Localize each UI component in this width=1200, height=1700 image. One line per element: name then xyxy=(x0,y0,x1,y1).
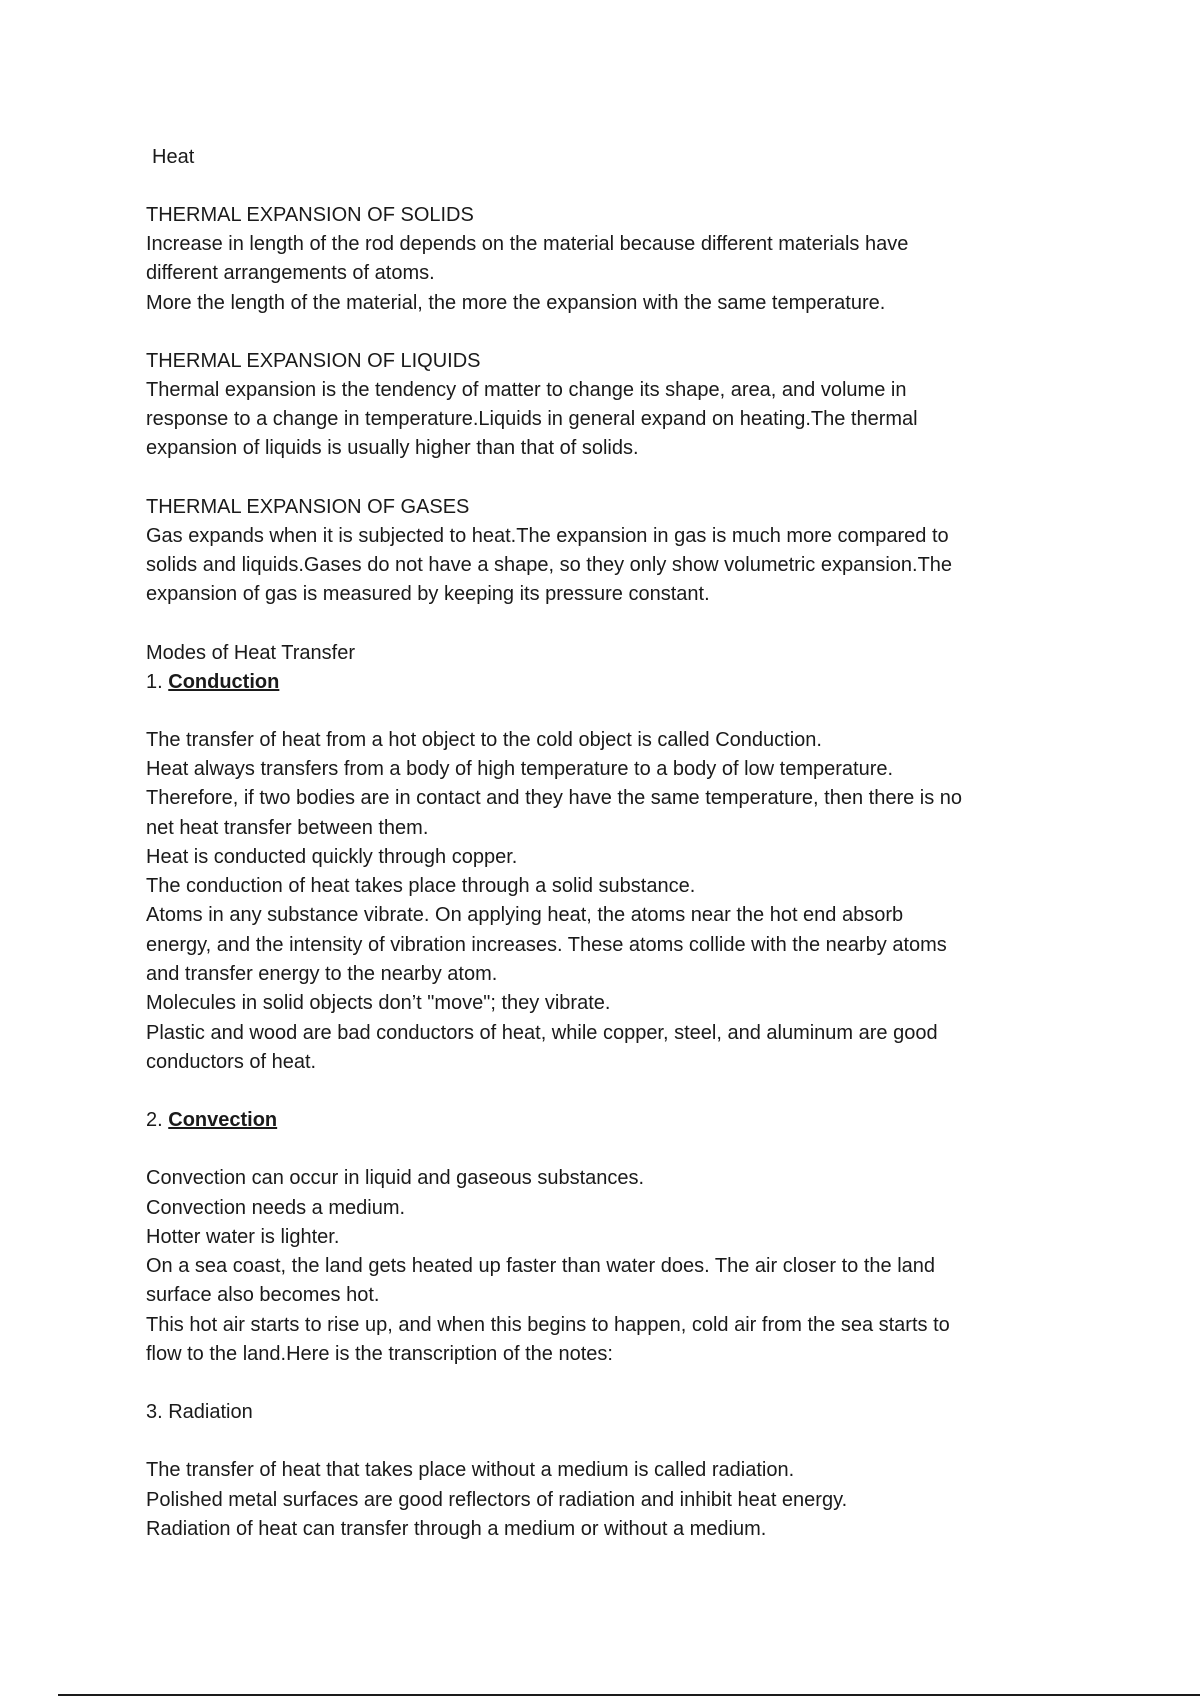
text-line: More the length of the material, the more the expansion with the same temperature. xyxy=(146,291,886,314)
text-line: Convection needs a medium. xyxy=(146,1196,406,1219)
text-line: Polished metal surfaces are good reflectors of radiation and inhibit heat energy. xyxy=(146,1488,848,1511)
text-line: Increase in length of the rod depends on the material because different materials have xyxy=(146,233,909,255)
document-page xyxy=(146,143,1076,1544)
mode-number: 1. xyxy=(146,670,163,693)
text-line: solids and liquids.Gases do not have a shape, so they only show volumetric expansion.The xyxy=(146,554,953,577)
text-line: Gas expands when it is subjected to heat.The expansion in gas is much more compared to xyxy=(146,524,949,547)
text-line: conductors of heat. xyxy=(146,1050,317,1073)
text-line: Heat is conducted quickly through copper. xyxy=(146,845,518,868)
text-line: Convection can occur in liquid and gaseous substances. xyxy=(146,1167,645,1190)
conduction-heading xyxy=(146,668,1076,697)
text-line: Plastic and wood are bad conductors of heat, while copper, steel, and aluminum are good xyxy=(146,1021,938,1044)
text-line: Molecules in solid objects don’t "move"; they vibrate. xyxy=(146,992,611,1015)
modes-heading: Modes of Heat Transfer xyxy=(146,641,355,664)
section-heading: THERMAL EXPANSION OF LIQUIDS xyxy=(146,349,481,372)
page-bottom-rule xyxy=(58,1694,1200,1696)
text-line: and transfer energy to the nearby atom. xyxy=(146,963,498,986)
text-line: energy, and the intensity of vibration increases. These atoms collide with the nearby atoms xyxy=(146,933,947,956)
mode-name: Conduction xyxy=(168,670,280,693)
text-line: Heat always transfers from a body of high temperature to a body of low temperature. xyxy=(146,757,894,780)
text-line: different arrangements of atoms. xyxy=(146,262,435,285)
section-radiation xyxy=(146,1398,1076,1544)
text-line: Radiation of heat can transfer through a medium or without a medium. xyxy=(146,1517,767,1540)
text-line: expansion of gas is measured by keeping its pressure constant. xyxy=(146,583,710,606)
text-line: The transfer of heat that takes place without a medium is called radiation. xyxy=(146,1459,795,1482)
section-solids xyxy=(146,201,1076,318)
text-line: flow to the land.Here is the transcription of the notes: xyxy=(146,1343,613,1366)
text-line: The conduction of heat takes place through a solid substance. xyxy=(146,875,696,898)
radiation-heading: 3. Radiation xyxy=(146,1401,253,1424)
text-line: Therefore, if two bodies are in contact and they have the same temperature, then there is no xyxy=(146,787,963,810)
document-title: Heat xyxy=(152,146,195,168)
text-line: On a sea coast, the land gets heated up faster than water does. The air closer to the land xyxy=(146,1255,936,1278)
section-gases xyxy=(146,493,1076,610)
section-liquids xyxy=(146,347,1076,464)
text-line: Atoms in any substance vibrate. On applying heat, the atoms near the hot end absorb xyxy=(146,904,904,927)
convection-heading xyxy=(146,1106,1076,1135)
section-heading: THERMAL EXPANSION OF GASES xyxy=(146,495,470,518)
text-line: net heat transfer between them. xyxy=(146,816,429,839)
mode-number: 2. xyxy=(146,1109,163,1132)
text-line: Hotter water is lighter. xyxy=(146,1225,340,1248)
section-convection xyxy=(146,1106,1076,1369)
section-modes xyxy=(146,639,1076,1078)
text-line: This hot air starts to rise up, and when this begins to happen, cold air from the sea starts to xyxy=(146,1313,950,1336)
text-line: expansion of liquids is usually higher than that of solids. xyxy=(146,437,639,460)
section-heading: THERMAL EXPANSION OF SOLIDS xyxy=(146,204,474,226)
text-line: Thermal expansion is the tendency of matter to change its shape, area, and volume in xyxy=(146,378,907,401)
text-line: surface also becomes hot. xyxy=(146,1284,380,1307)
text-line: response to a change in temperature.Liquids in general expand on heating.The thermal xyxy=(146,408,918,431)
mode-name: Convection xyxy=(168,1109,278,1132)
text-line: The transfer of heat from a hot object to the cold object is called Conduction. xyxy=(146,728,822,751)
